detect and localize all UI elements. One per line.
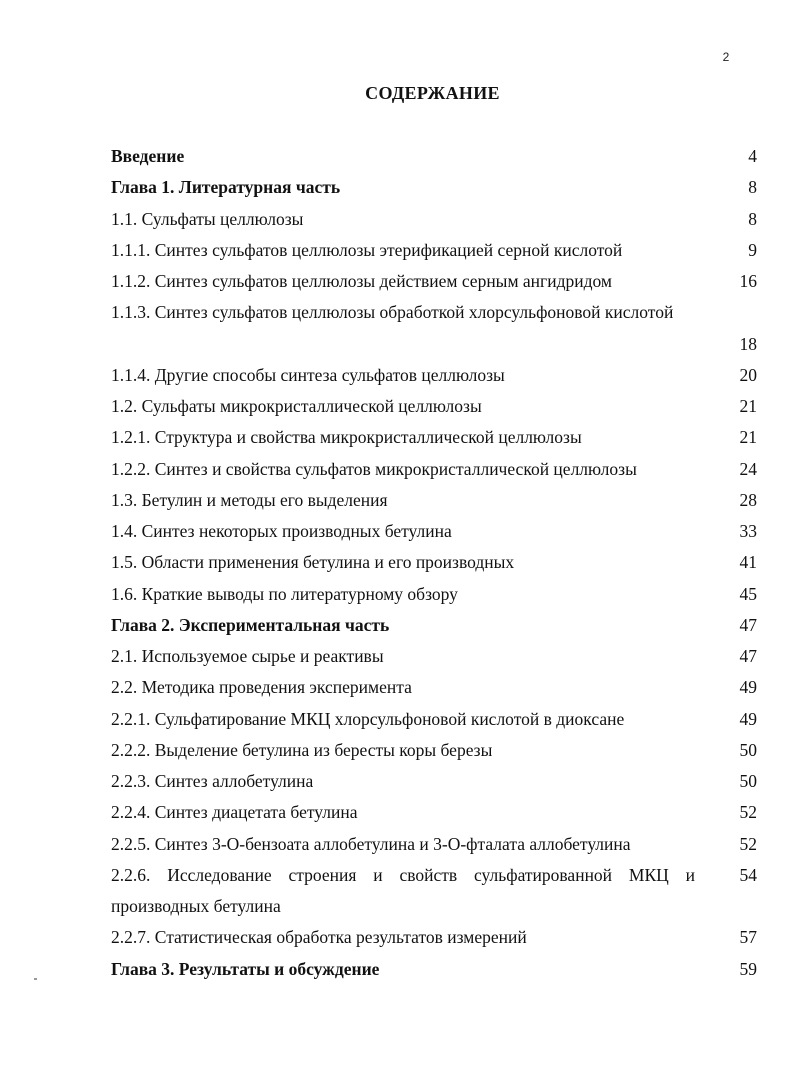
toc-entry-page: 50 <box>739 771 757 791</box>
toc-entry-2-2-3 <box>111 766 759 797</box>
toc-entry-chapter-2 <box>111 610 759 641</box>
toc-entry-page: 16 <box>739 271 757 291</box>
toc-entry-text: 1.5. Области применения бетулина и его производных <box>111 552 515 573</box>
toc-entry-text: 2.1. Используемое сырье и реактивы <box>111 646 384 666</box>
scan-speck <box>34 978 37 980</box>
toc-entry-1-5 <box>111 547 759 578</box>
toc-entry-text: 1.2.2. Синтез и свойства сульфатов микрокристаллической целлюлозы <box>111 458 637 479</box>
toc-entry-text: 1.1. Сульфаты целлюлозы <box>111 208 304 229</box>
toc-entry-text: 1.1.1. Синтез сульфатов целлюлозы этерификацией серной кислотой <box>111 239 623 260</box>
toc-entry-text: 2.2.6. Исследование строения и свойств сульфатированной МКЦ и производных бетулина <box>111 864 695 916</box>
toc-entry-page: 18 <box>739 333 757 354</box>
toc-entry-1-1-1 <box>111 235 759 266</box>
toc-entry-1-3 <box>111 485 759 516</box>
toc-entry-2-2 <box>111 672 759 703</box>
toc-entry-page: 8 <box>748 208 757 229</box>
toc-entry-2-2-7 <box>111 922 759 953</box>
toc-entry-text: 2.2.5. Синтез 3-О-бензоата аллобетулина и 3-О-фталата аллобетулина <box>111 833 631 854</box>
toc-entry-page: 21 <box>739 427 757 448</box>
toc-entry-text: 2.2.3. Синтез аллобетулина <box>111 771 314 791</box>
toc-entry-text: 1.1.3. Синтез сульфатов целлюлозы обработкой хлорсульфоновой кислотой <box>111 302 674 323</box>
toc-entry-text: 1.4. Синтез некоторых производных бетулина <box>111 521 452 541</box>
toc-entry-2-2-2 <box>111 735 759 766</box>
toc-entry-1-4 <box>111 516 759 547</box>
toc-entry-text: Введение <box>111 146 185 166</box>
toc-entry-page: 8 <box>748 177 757 198</box>
toc-entry-page: 49 <box>739 677 757 698</box>
toc-entry-introduction <box>111 141 759 172</box>
toc-entry-1-2-1 <box>111 422 759 453</box>
toc-entry-page: 50 <box>739 739 757 760</box>
toc-entry-page: 9 <box>748 239 757 260</box>
toc-entry-text: 2.2.7. Статистическая обработка результатов измерений <box>111 927 527 948</box>
toc-entry-page: 54 <box>739 864 757 885</box>
toc-entry-text: Глава 1. Литературная часть <box>111 177 341 198</box>
toc-entry-text: 1.1.4. Другие способы синтеза сульфатов целлюлозы <box>111 364 505 385</box>
toc-entry-text: Глава 3. Результаты и обсуждение <box>111 958 380 979</box>
toc-entry-page: 47 <box>739 646 757 666</box>
toc-entry-1-1-4 <box>111 360 759 391</box>
toc-entry-page: 20 <box>739 364 757 385</box>
toc-entry-text: 1.2. Сульфаты микрокристаллической целлюлозы <box>111 396 482 416</box>
toc-entry-text: Глава 2. Экспериментальная часть <box>111 614 390 635</box>
toc-entry-1-1-3 <box>111 297 759 360</box>
toc-entry-text: 2.2.2. Выделение бетулина из бересты коры березы <box>111 739 493 760</box>
toc-entry-1-2 <box>111 391 759 422</box>
toc-entry-1-2-2 <box>111 454 759 485</box>
toc-entry-text: 2.2. Методика проведения эксперимента <box>111 677 412 698</box>
toc-entry-page: 57 <box>739 927 757 948</box>
page-number: 2 <box>722 50 730 64</box>
toc-entry-chapter-1 <box>111 172 759 203</box>
toc-entry-page: 4 <box>748 146 757 166</box>
toc-entry-text: 2.2.4. Синтез диацетата бетулина <box>111 802 358 823</box>
toc-title: СОДЕРЖАНИЕ <box>365 83 500 103</box>
toc-entry-text: 1.2.1. Структура и свойства микрокристаллической целлюлозы <box>111 427 582 448</box>
toc-entry-2-2-1 <box>111 704 759 735</box>
toc-entry-page: 21 <box>739 396 757 416</box>
toc-entry-2-1 <box>111 641 759 672</box>
toc-entry-text: 1.3. Бетулин и методы его выделения <box>111 489 388 510</box>
toc-entry-page: 28 <box>739 489 757 510</box>
toc-entry-1-6 <box>111 579 759 610</box>
toc-entry-page: 47 <box>739 614 757 635</box>
toc-entry-1-1-2 <box>111 266 759 297</box>
toc-entry-page: 24 <box>739 458 757 479</box>
toc-entry-text: 1.1.2. Синтез сульфатов целлюлозы действием серным ангидридом <box>111 271 612 291</box>
toc-entry-text: 1.6. Краткие выводы по литературному обзору <box>111 583 458 604</box>
toc-entry-page: 41 <box>739 552 757 573</box>
toc-entry-text: 2.2.1. Сульфатирование МКЦ хлорсульфоновой кислотой в диоксане <box>111 708 625 729</box>
table-of-contents <box>111 141 759 985</box>
toc-entry-2-2-4 <box>111 797 759 828</box>
toc-entry-2-2-6 <box>111 860 759 923</box>
toc-entry-2-2-5 <box>111 829 759 860</box>
toc-entry-chapter-3 <box>111 954 759 985</box>
toc-entry-page: 49 <box>739 708 757 729</box>
toc-entry-1-1 <box>111 204 759 235</box>
toc-entry-page: 59 <box>739 958 757 979</box>
toc-entry-page: 45 <box>739 583 757 604</box>
toc-entry-page: 52 <box>739 802 757 823</box>
toc-entry-page: 33 <box>739 521 757 541</box>
toc-entry-page: 52 <box>739 833 757 854</box>
